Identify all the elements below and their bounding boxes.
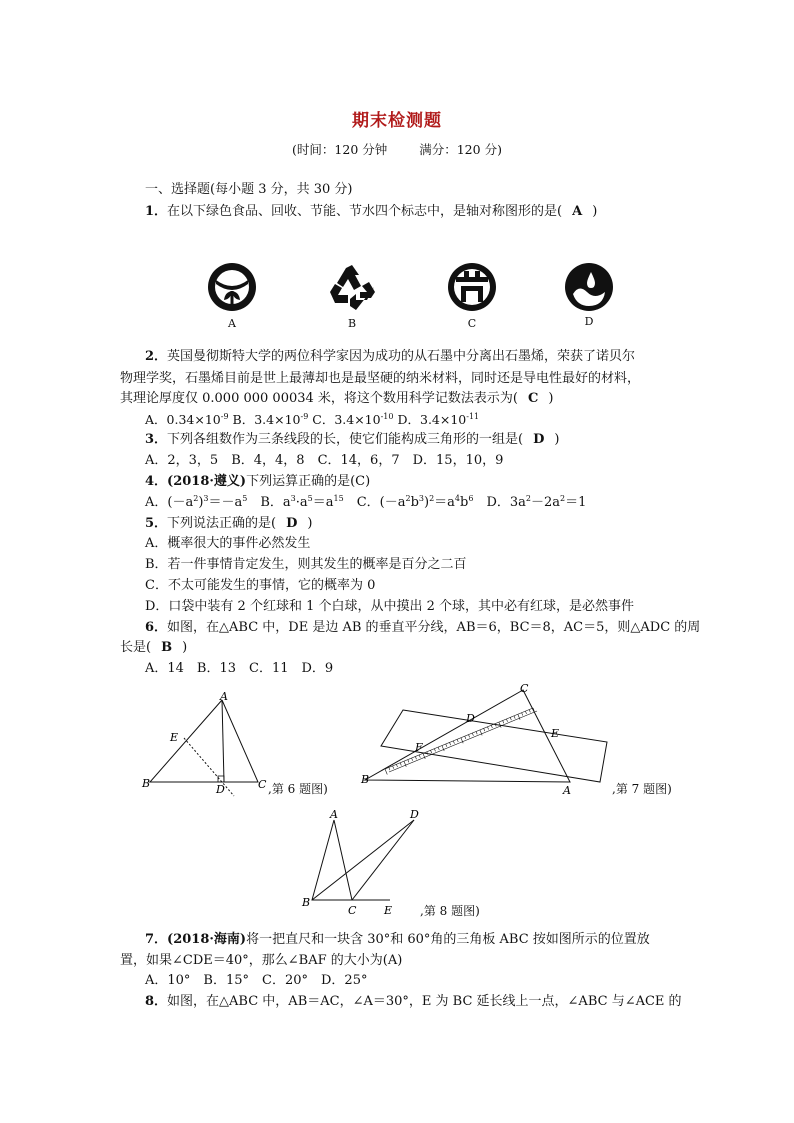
question-number: 5． bbox=[145, 516, 168, 531]
option-c: C．(－a bbox=[343, 495, 406, 510]
answer: D bbox=[286, 516, 298, 531]
option-a: A．0.34×10 bbox=[145, 412, 221, 427]
question-6 bbox=[145, 618, 700, 638]
point-label: A bbox=[563, 784, 571, 797]
energy-saving-logo-icon bbox=[446, 262, 498, 312]
ruler-tick bbox=[529, 710, 530, 713]
answer: D bbox=[533, 432, 545, 447]
option-b: B．若一件事情肯定发生，则其发生的概率是百分之二百 bbox=[145, 557, 467, 572]
exponent: 2 bbox=[525, 494, 531, 503]
ruler-tick bbox=[487, 727, 488, 730]
page-title: 期末检测题 bbox=[352, 111, 442, 131]
paren-close: ) bbox=[307, 516, 313, 531]
question-number: 4． bbox=[145, 474, 168, 489]
exponent: 2 bbox=[193, 494, 199, 503]
question-text-line: 置，如果∠CDE＝40°，那么∠BAF 的大小为(A) bbox=[120, 953, 403, 968]
option-part: b bbox=[460, 495, 469, 510]
option-d: D．3.4×10 bbox=[397, 412, 467, 427]
ruler-tick bbox=[431, 750, 432, 753]
answer: B bbox=[161, 640, 173, 655]
ruler-tick bbox=[385, 769, 387, 775]
water-saving-logo-icon bbox=[563, 262, 615, 312]
question-text: 如图，在△ABC 中，DE 是边 AB 的垂直平分线，AB＝6，BC＝8，AC＝5，则△ADC 的周 bbox=[167, 620, 701, 635]
answer: A bbox=[572, 204, 583, 219]
ruler-tick bbox=[472, 733, 473, 736]
ruler-tick bbox=[396, 764, 397, 767]
ruler-tick bbox=[446, 744, 447, 747]
figure-6-diagram bbox=[140, 690, 270, 800]
point-label: B bbox=[302, 896, 311, 909]
full-score: 满分：120 分) bbox=[419, 142, 502, 157]
figure-8-caption: ,第 8 题图) bbox=[420, 904, 480, 918]
answer: C bbox=[528, 391, 539, 406]
question-number: 2． bbox=[145, 349, 168, 364]
question-text: 如图，在△ABC 中，AB＝AC，∠A＝30°，E 为 BC 延长线上一点，∠ABC 与∠ACE 的 bbox=[167, 994, 682, 1009]
question-text: 下列运算正确的是(C) bbox=[246, 474, 371, 489]
figure-7-caption: ,第 7 题图) bbox=[612, 782, 672, 796]
ruler-tick bbox=[389, 767, 390, 770]
option-part: －2a bbox=[530, 495, 561, 510]
ruler-tick bbox=[525, 711, 526, 714]
paren-close: ) bbox=[554, 432, 560, 447]
recycle-logo-icon bbox=[326, 262, 378, 312]
section-heading: 一、选择题(每小题 3 分，共 30 分) bbox=[145, 182, 353, 197]
question-7 bbox=[145, 930, 650, 950]
question-3 bbox=[145, 430, 559, 450]
option-part: ·a bbox=[295, 495, 308, 510]
exponent: -10 bbox=[380, 412, 394, 421]
question-text: 其理论厚度仅 0.000 000 00034 米，将这个数用科学记数法表示为( bbox=[120, 391, 518, 406]
ruler-tick bbox=[506, 719, 507, 722]
option-part: ) bbox=[198, 495, 204, 510]
option-part: ) bbox=[423, 495, 430, 510]
point-label: F bbox=[415, 741, 423, 754]
question-text: 在以下绿色食品、回收、节能、节水四个标志中，是轴对称图形的是( bbox=[167, 204, 563, 219]
point-label: B bbox=[142, 777, 151, 790]
option-part: ＝－a bbox=[208, 495, 243, 510]
exponent: 2 bbox=[429, 494, 435, 503]
exponent: 6 bbox=[468, 494, 474, 503]
ruler-tick bbox=[491, 725, 492, 728]
ruler-tick bbox=[434, 749, 435, 752]
paren-close: ) bbox=[182, 640, 188, 655]
question-number: 6． bbox=[145, 620, 168, 635]
option-label: C bbox=[467, 317, 477, 330]
exponent: 4 bbox=[454, 494, 461, 503]
option-a: A．(－a bbox=[145, 495, 194, 510]
option-b: B．3.4×10 bbox=[232, 412, 301, 427]
option-label: A bbox=[228, 317, 236, 330]
options-row: A．10° B．15° C．20° D．25° bbox=[145, 973, 368, 988]
figure-8-diagram bbox=[300, 808, 425, 918]
exponent: 3 bbox=[290, 494, 296, 503]
question-5 bbox=[145, 514, 312, 534]
question-source: (2018·海南) bbox=[167, 932, 247, 947]
question-number: 3． bbox=[145, 432, 168, 447]
ruler-tick bbox=[453, 741, 454, 744]
exam-info bbox=[0, 140, 794, 158]
option-part: ＝a bbox=[312, 495, 334, 510]
point-label: D bbox=[410, 808, 419, 821]
option-label: D bbox=[584, 315, 594, 328]
options-row bbox=[145, 493, 586, 513]
ruler-tick bbox=[457, 739, 458, 742]
point-label: E bbox=[551, 727, 560, 740]
time-limit: (时间：120 分钟 bbox=[292, 142, 388, 157]
ruler-tick bbox=[514, 716, 515, 719]
options-row bbox=[145, 410, 479, 430]
ruler-tick bbox=[415, 756, 416, 759]
option-part: ＝a bbox=[434, 495, 455, 510]
point-label: C bbox=[348, 904, 357, 917]
point-label: E bbox=[170, 731, 179, 744]
option-label: B bbox=[347, 317, 357, 330]
ruler-tick bbox=[476, 731, 477, 734]
ruler-tick bbox=[510, 717, 511, 720]
exponent: 3 bbox=[203, 494, 209, 503]
ruler-tick bbox=[468, 735, 469, 738]
exponent: 2 bbox=[560, 494, 566, 503]
exponent: 2 bbox=[405, 494, 411, 503]
question-8 bbox=[145, 992, 682, 1012]
ruler-tick bbox=[400, 763, 401, 766]
point-label: D bbox=[216, 783, 225, 796]
exponent: 15 bbox=[333, 494, 344, 503]
figure-7-diagram bbox=[355, 680, 615, 800]
question-4 bbox=[145, 472, 370, 492]
question-6-line-2 bbox=[120, 638, 187, 658]
question-2 bbox=[145, 347, 635, 367]
ruler-tick bbox=[393, 766, 394, 769]
point-label: D bbox=[466, 712, 475, 725]
question-source: (2018·遵义) bbox=[167, 474, 247, 489]
question-text: 下列各组数作为三条线段的长，使它们能构成三角形的一组是( bbox=[167, 432, 524, 447]
question-number: 7． bbox=[145, 932, 168, 947]
exponent: -9 bbox=[300, 412, 309, 421]
question-number: 1． bbox=[145, 204, 168, 219]
figure-6-caption: ,第 6 题图) bbox=[268, 782, 328, 796]
point-label: B bbox=[361, 773, 370, 786]
exponent: 3 bbox=[418, 494, 424, 503]
option-c: C．不太可能发生的事情，它的概率为 0 bbox=[145, 578, 376, 593]
point-label: C bbox=[258, 778, 267, 791]
question-text: 下列说法正确的是( bbox=[167, 516, 277, 531]
exponent: 5 bbox=[242, 494, 248, 503]
question-text-line: 物理学奖，石墨烯目前是世上最薄却也是最坚硬的纳米材料，同时还是导电性最好的材料， bbox=[120, 371, 641, 386]
paren-close: ) bbox=[548, 391, 554, 406]
paren-close: ) bbox=[592, 204, 598, 219]
ruler-tick bbox=[484, 728, 485, 731]
option-b: B．a bbox=[247, 495, 291, 510]
option-d: D．口袋中装有 2 个红球和 1 个白球，从中摸出 2 个球，其中必有红球，是必然事件 bbox=[145, 599, 635, 614]
ruler-tick bbox=[419, 755, 420, 758]
ruler-tick bbox=[450, 742, 451, 745]
point-label: E bbox=[384, 904, 393, 917]
exponent: 5 bbox=[307, 494, 313, 503]
option-c: C．3.4×10 bbox=[312, 412, 381, 427]
question-text-line: 英国曼彻斯特大学的两位科学家因为成功的从石墨中分离出石墨烯，荣获了诺贝尔 bbox=[167, 349, 636, 364]
question-text-line-3 bbox=[120, 389, 553, 409]
ruler-tick bbox=[465, 736, 466, 739]
point-label: C bbox=[520, 682, 529, 695]
point-label: A bbox=[330, 808, 338, 821]
option-part: ＝1 bbox=[565, 495, 587, 510]
option-a: A．概率很大的事件必然发生 bbox=[145, 536, 311, 551]
option-part: b bbox=[410, 495, 419, 510]
question-text: 长是( bbox=[120, 640, 152, 655]
exponent: -9 bbox=[220, 412, 229, 421]
question-text: 将一把直尺和一块含 30°和 60°角的三角板 ABC 按如图所示的位置放 bbox=[246, 932, 650, 947]
ruler-tick bbox=[522, 713, 523, 716]
question-number: 8． bbox=[145, 994, 168, 1009]
green-food-logo-icon bbox=[207, 262, 257, 312]
ruler-tick bbox=[438, 747, 439, 750]
exponent: -11 bbox=[466, 412, 480, 421]
point-label: A bbox=[220, 690, 228, 703]
question-1 bbox=[145, 202, 597, 222]
ruler-tick bbox=[503, 721, 504, 724]
ruler-tick bbox=[412, 758, 413, 761]
ruler-tick bbox=[408, 760, 409, 763]
options-row: A．14 B．13 C．11 D．9 bbox=[145, 661, 334, 676]
option-d: D．3a bbox=[473, 495, 526, 510]
options-row: A．2，3，5 B．4，4，8 C．14，6，7 D．15，10，9 bbox=[145, 453, 504, 468]
